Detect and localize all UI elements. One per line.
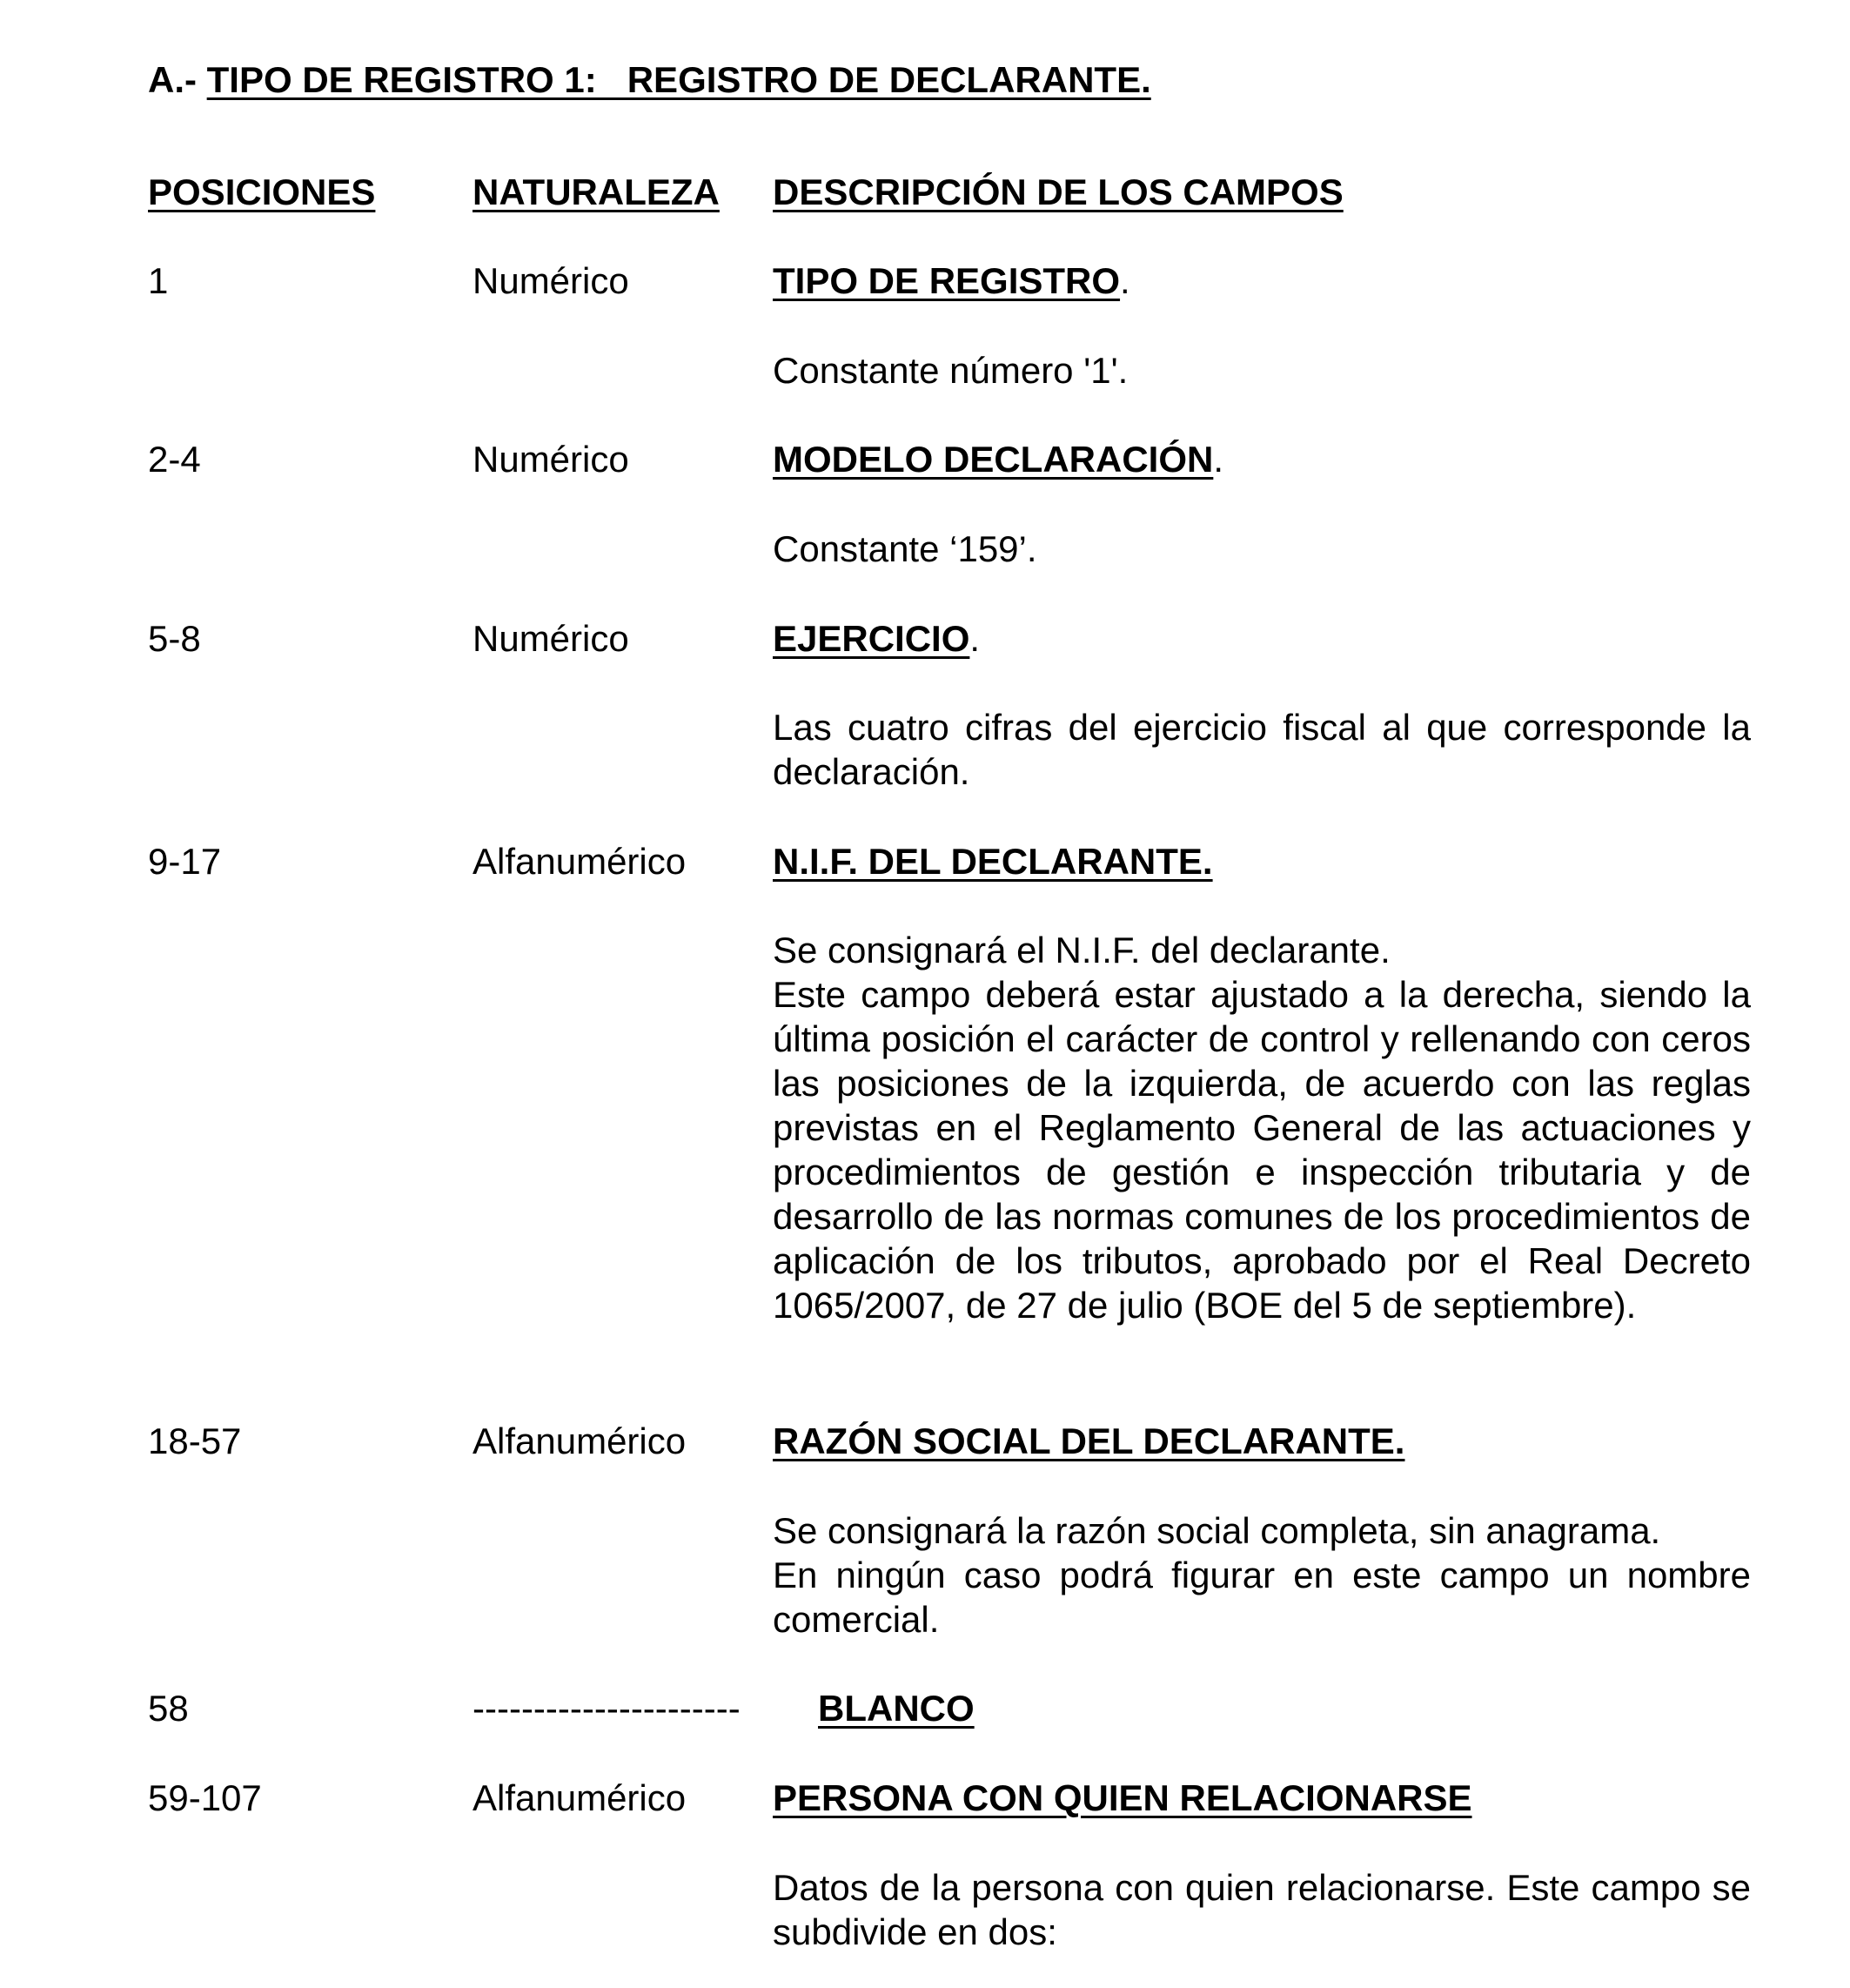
column-header-descripcion: DESCRIPCIÓN DE LOS CAMPOS [773,171,1344,212]
section-heading-text: TIPO DE REGISTRO 1: REGISTRO DE DECLARANTE. [206,59,1151,100]
field-title-suffix: . [1213,439,1223,480]
row-position: 58 [148,1688,189,1729]
section-heading-prefix: A.- [148,59,207,100]
row-position: 2-4 [148,439,201,480]
row-field-name [773,259,1130,303]
column-header-naturaleza: NATURALEZA [473,171,720,212]
row-description [773,705,1751,794]
row-position: 1 [148,260,169,301]
field-title: EJERCICIO [773,618,970,659]
row-description [773,1508,1751,1642]
description-line: Las cuatro cifras del ejercicio fiscal al que corresponde la declaración. [773,707,1751,792]
field-title: BLANCO [818,1688,975,1729]
row-nature: Numérico [473,439,629,480]
description-line: Constante número '1'. [773,350,1129,391]
row-position: 59-107 [148,1777,262,1818]
row-field-name [818,1686,975,1730]
row-field-name [773,1419,1404,1463]
row-nature: Numérico [473,618,629,659]
field-title: N.I.F. DEL DECLARANTE. [773,841,1213,882]
column-header-posiciones: POSICIONES [148,171,376,212]
row-nature: Alfanumérico [473,841,687,882]
row-position: 9-17 [148,841,222,882]
row-field-name [773,616,980,661]
field-title: PERSONA CON QUIEN RELACIONARSE [773,1777,1472,1818]
row-field-name [773,839,1213,883]
row-description [773,1865,1751,1954]
row-field-name [773,1776,1472,1820]
field-title-suffix: . [969,618,981,659]
field-title-suffix: . [1120,260,1130,301]
description-line: Constante ‘159’. [773,528,1037,569]
description-line: Se consignará la razón social completa, sin anagrama. [773,1510,1661,1551]
description-line: Se consignará el N.I.F. del declarante. [773,930,1391,970]
field-title: RAZÓN SOCIAL DEL DECLARANTE. [773,1420,1405,1461]
row-nature: ---------------------- [473,1688,741,1729]
row-field-name [773,437,1223,481]
row-description [773,527,1751,571]
row-description [773,928,1751,1327]
field-title: TIPO DE REGISTRO [773,260,1121,301]
field-title: MODELO DECLARACIÓN [773,439,1214,480]
row-nature: Numérico [473,260,629,301]
description-line: Este campo deberá estar ajustado a la derecha, siendo la última posición el carácter de control y rellenando con ceros las posiciones de la izquierda, de acuerdo con las reglas previstas en el Reglamento General de las actuaciones y procedimientos de gestión e inspección tributaria y de desarrollo de las normas comunes de los procedimientos de aplicación de los tributos, aprobado por el Real Decreto 1065/2007, de 27 de julio (BOE del 5 de septiembre). [773,974,1751,1326]
row-nature: Alfanumérico [473,1777,687,1818]
row-position: 5-8 [148,618,201,659]
description-line: En ningún caso podrá figurar en este campo un nombre comercial. [773,1555,1751,1640]
section-heading [148,57,1151,102]
row-position: 18-57 [148,1420,242,1461]
description-line: Datos de la persona con quien relacionarse. Este campo se subdivide en dos: [773,1867,1751,1952]
row-description [773,348,1751,393]
row-nature: Alfanumérico [473,1420,687,1461]
